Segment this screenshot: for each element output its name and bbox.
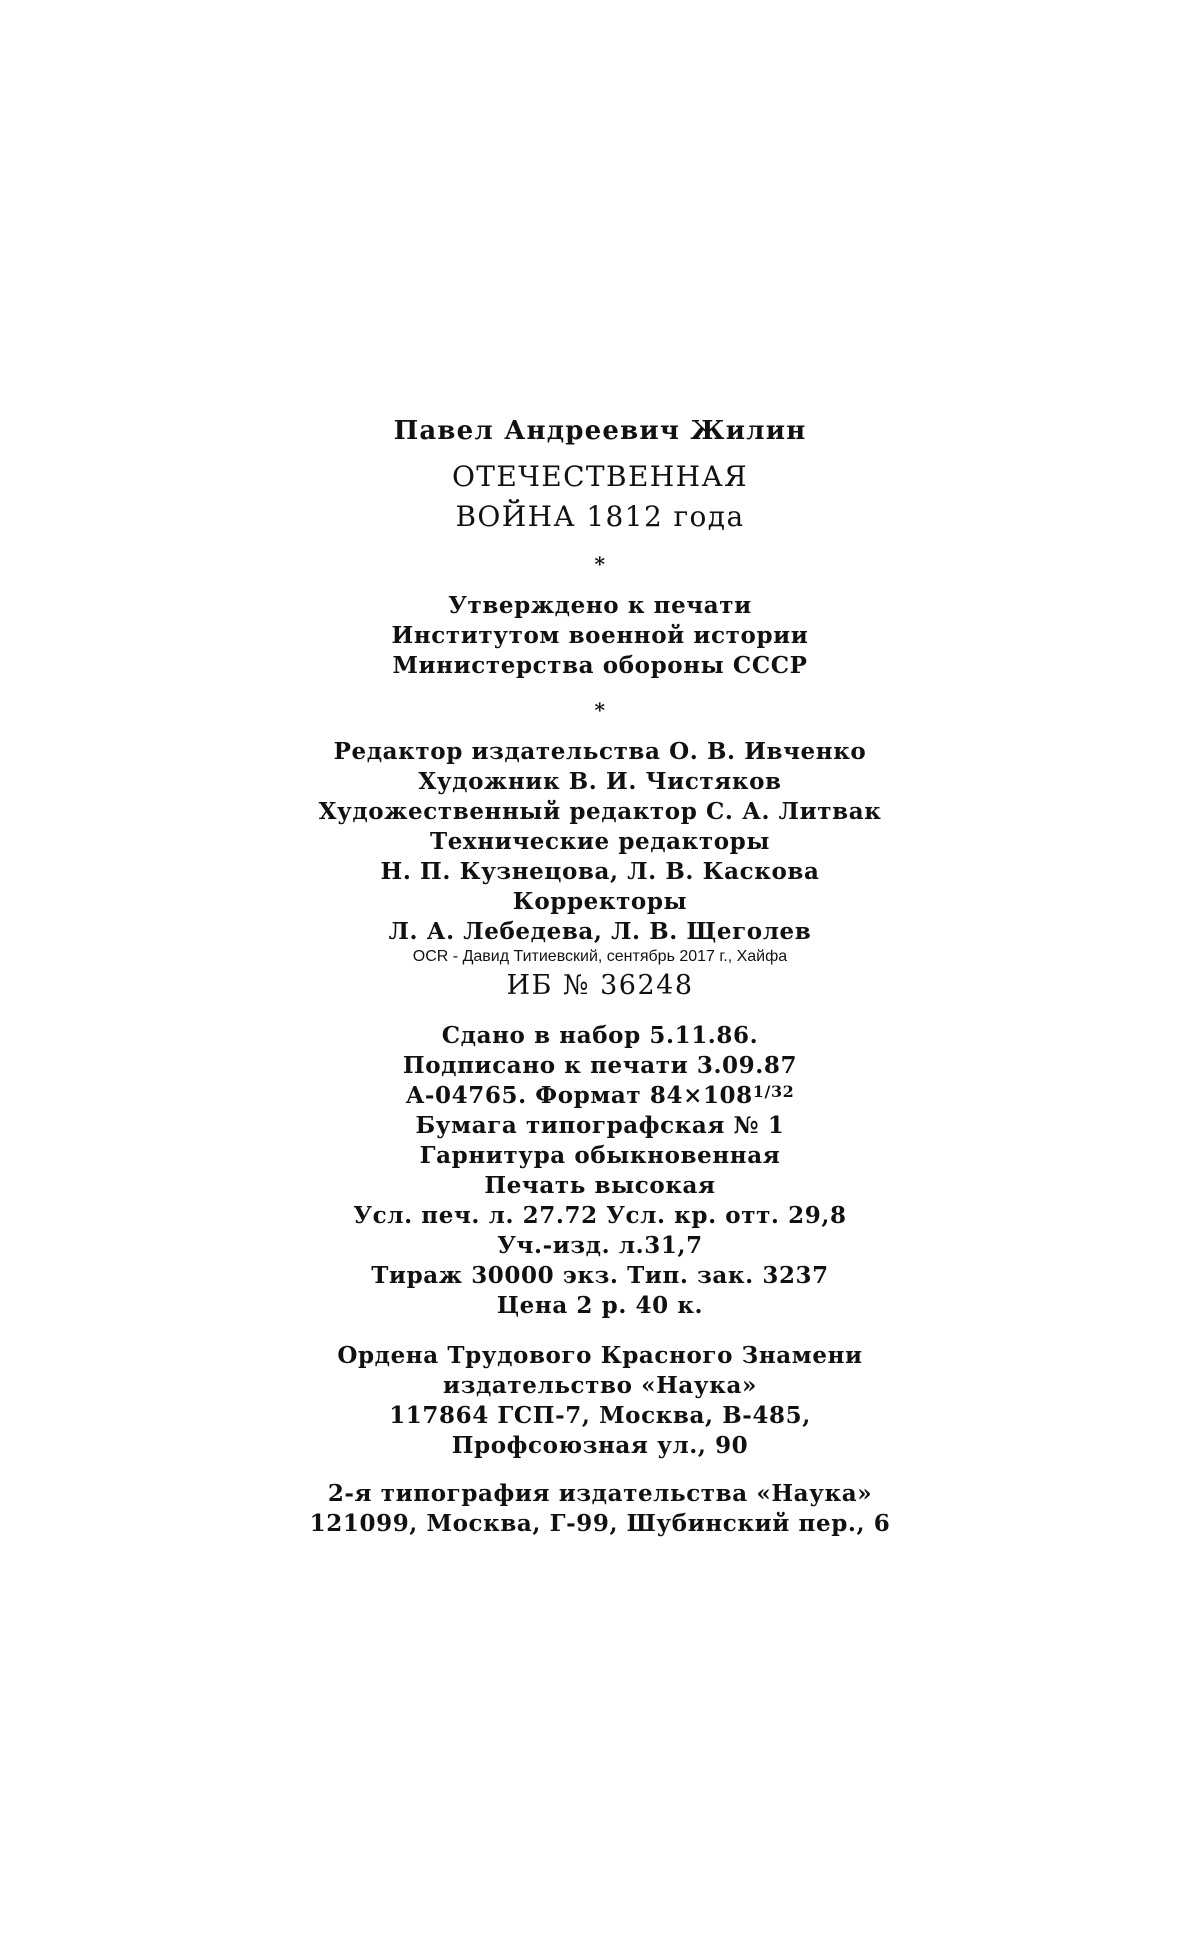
art-editor-credit: Художественный редактор С. А. Литвак [318,798,882,825]
ocr-note: OCR - Давид Титиевский, сентябрь 2017 г., Хайфа [412,948,788,965]
printed-sheets: Усл. печ. л. 27.72 Усл. кр. отт. 29,8 [353,1202,847,1229]
tech-editors-label: Технические редакторы [429,828,771,855]
printing-method: Печать высокая [484,1172,716,1199]
separator-star: * [594,698,606,722]
format-fraction: 1/32 [752,1082,795,1101]
editor-credit: Редактор издательства О. В. Ивченко [333,738,867,765]
publisher-line-3: 117864 ГСП-7, Москва, В-485, [389,1402,811,1429]
publisher-line-2: издательство «Наука» [443,1372,757,1399]
artist-credit: Художник В. И. Чистяков [418,768,782,795]
paper-type: Бумага типографская № 1 [415,1112,785,1139]
book-author: Павел Андреевич Жилин [393,416,807,446]
signed-date: Подписано к печати 3.09.87 [402,1052,798,1079]
approval-line-2: Институтом военной истории [391,622,809,649]
proofreaders-label: Корректоры [512,888,688,915]
ib-number: ИБ № 36248 [506,970,694,1001]
book-title-line-1: ОТЕЧЕСТВЕННАЯ [451,460,749,493]
typeface: Гарнитура обыкновенная [419,1142,781,1169]
printer-line-2: 121099, Москва, Г-99, Шубинский пер., 6 [309,1510,891,1537]
tech-editors-names: Н. П. Кузнецова, Л. В. Каскова [380,858,820,885]
publisher-sheets: Уч.-изд. л.31,7 [497,1232,703,1259]
approval-line-1: Утверждено к печати [448,592,752,619]
printer-line-1: 2-я типография издательства «Наука» [327,1480,873,1507]
publisher-line-1: Ордена Трудового Красного Знамени [337,1342,863,1369]
print-run: Тираж 30000 экз. Тип. зак. 3237 [371,1262,829,1289]
format-text: А-04765. Формат 84×108 [405,1082,753,1109]
separator-star: * [594,552,606,576]
approval-line-3: Министерства обороны СССР [392,652,808,679]
format-line [0,1082,1200,1109]
proofreaders-names: Л. А. Лебедева, Л. В. Щеголев [388,918,812,945]
submitted-date: Сдано в набор 5.11.86. [441,1022,759,1049]
book-title-line-2: ВОЙНА 1812 года [455,500,745,533]
price: Цена 2 р. 40 к. [496,1292,704,1319]
publisher-line-4: Профсоюзная ул., 90 [451,1432,749,1459]
